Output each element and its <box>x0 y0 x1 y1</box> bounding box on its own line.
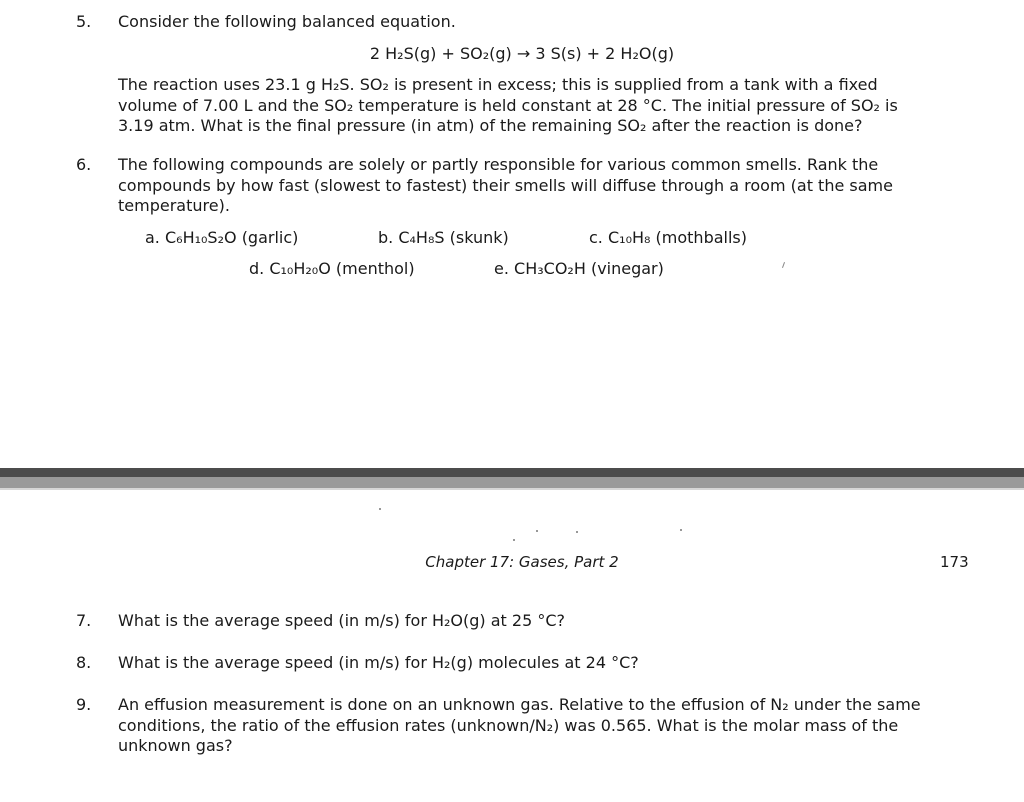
option-formula: C₁₀H₈ <box>607 228 651 247</box>
option-name: (vinegar) <box>590 259 664 278</box>
option-c <box>589 228 747 247</box>
page-break-band <box>0 477 1024 488</box>
question-text <box>118 695 974 757</box>
option-letter: c. <box>589 228 603 247</box>
question-line: compounds by how fast (slowest to fastest) their smells will diffuse through a room (at the same <box>118 175 893 195</box>
question-line: Consider the following balanced equation. <box>118 12 456 31</box>
scan-mark <box>782 262 785 268</box>
question-line: An effusion measurement is done on an unknown gas. Relative to the effusion of N₂ under the same <box>118 695 921 714</box>
option-formula: C₄H₈S <box>398 228 445 247</box>
question-number: 6. <box>76 155 92 174</box>
option-d <box>249 259 415 278</box>
scan-mark <box>680 529 682 531</box>
option-letter: e. <box>494 259 509 278</box>
question-line: volume of 7.00 L and the SO₂ temperature is held constant at 28 °C. The initial pressure of SO₂ is <box>118 95 898 115</box>
question-line: unknown gas? <box>118 736 233 755</box>
page-number: 173 <box>940 553 969 571</box>
option-formula: CH₃CO₂H <box>514 259 586 278</box>
option-name: (menthol) <box>335 259 415 278</box>
question-line: conditions, the ratio of the effusion rates (unknown/N₂) was 0.565. What is the molar mass of the <box>118 715 899 735</box>
option-letter: b. <box>378 228 394 247</box>
option-name: (skunk) <box>449 228 509 247</box>
scan-mark <box>513 539 515 541</box>
chapter-footer: Chapter 17: Gases, Part 2 <box>425 553 619 571</box>
question-number: 5. <box>76 12 92 31</box>
question-line: The following compounds are solely or partly responsible for various common smells. Rank the <box>118 155 879 174</box>
option-letter: d. <box>249 259 265 278</box>
option-name: (garlic) <box>241 228 299 247</box>
question-line: 3.19 atm. What is the final pressure (in atm) of the remaining SO₂ after the reaction is done? <box>118 116 863 135</box>
question-text <box>118 155 974 217</box>
question-line: What is the average speed (in m/s) for H₂O(g) at 25 °C? <box>118 611 566 630</box>
question-line: What is the average speed (in m/s) for H₂(g) molecules at 24 °C? <box>118 653 639 672</box>
option-name: (mothballs) <box>655 228 747 247</box>
question-number: 7. <box>76 611 92 630</box>
balanced-equation: 2 H₂S(g) + SO₂(g) → 3 S(s) + 2 H₂O(g) <box>369 44 675 63</box>
question-number: 8. <box>76 653 92 672</box>
question-line: temperature). <box>118 196 230 215</box>
option-a <box>145 228 298 247</box>
page-break-band <box>0 488 1024 490</box>
option-letter: a. <box>145 228 160 247</box>
scan-mark <box>379 508 381 510</box>
scan-mark <box>536 530 538 532</box>
option-b <box>378 228 509 247</box>
page-break-band <box>0 468 1024 477</box>
question-text <box>118 653 974 674</box>
option-formula: C₆H₁₀S₂O <box>164 228 237 247</box>
question-line: The reaction uses 23.1 g H₂S. SO₂ is present in excess; this is supplied from a tank with a fixed <box>118 75 878 94</box>
question-text-continued <box>118 75 974 137</box>
question-text <box>118 611 974 632</box>
option-formula: C₁₀H₂₀O <box>269 259 331 278</box>
question-number: 9. <box>76 695 92 714</box>
scan-mark <box>576 531 578 533</box>
option-e <box>494 259 664 278</box>
question-text <box>118 12 974 33</box>
